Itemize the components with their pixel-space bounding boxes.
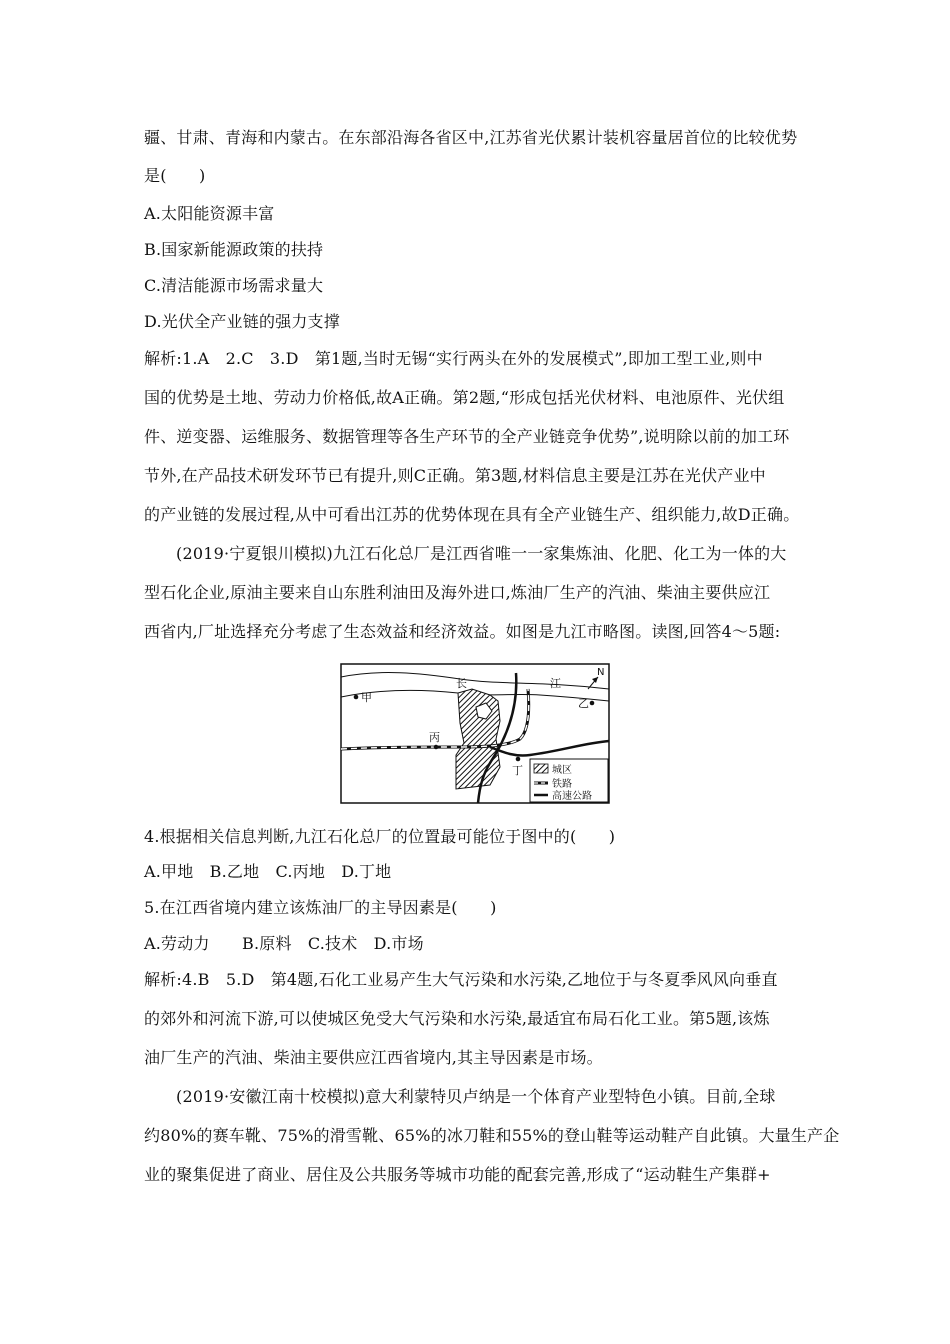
place-yi-dot [590,701,595,706]
river-label-jiang: 江 [550,677,561,690]
option-a: A.太阳能资源丰富 [144,204,275,223]
option-d: D.光伏全产业链的强力支撑 [144,312,340,331]
option-b: B.国家新能源政策的扶持 [144,240,324,259]
analysis-line: 节外,在产品技术研发环节已有提升,则C正确。第3题,材料信息主要是江苏在光伏产业中 [144,466,766,485]
analysis-line: 解析:1.A 2.C 3.D 第1题,当时无锡“实行两头在外的发展模式”,即加工型工业,则中 [144,349,763,368]
legend-city-swatch [534,764,548,773]
material-line: 西省内,厂址选择充分考虑了生态效益和经济效益。如图是九江市略图。读图,回答4～5题: [144,622,781,641]
text-line: 是( ) [144,166,206,185]
legend-city-label: 城区 [552,765,572,776]
place-ding-label: 丁 [512,764,523,777]
legend-highway-label: 高速公路 [552,791,592,802]
river-label-chang: 长 [456,677,467,690]
text-line: 疆、甘肃、青海和内蒙古。在东部沿海各省区中,江苏省光伏累计装机容量居首位的比较优势 [144,128,798,147]
analysis-line: 解析:4.B 5.D 第4题,石化工业易产生大气污染和水污染,乙地位于与冬夏季风风向垂直 [144,970,778,989]
place-bing-dot [434,745,439,750]
material-line: (2019·安徽江南十校模拟)意大利蒙特贝卢纳是一个体育产业型特色小镇。目前,全球 [176,1087,776,1106]
legend-rail-label: 铁路 [552,779,572,790]
material-line: 业的聚集促进了商业、居住及公共服务等城市功能的配套完善,形成了“运动鞋生产集群+ [144,1165,771,1184]
analysis-line: 油厂生产的汽油、柴油主要供应江西省境内,其主导因素是市场。 [144,1048,603,1067]
place-jia-label: 甲 [361,691,372,704]
place-bing-label: 丙 [429,731,440,744]
analysis-line: 的产业链的发展过程,从中可看出江苏的优势体现在具有全产业链生产、组织能力,故D正确。 [144,505,800,524]
north-label: N [597,667,605,678]
jiujiang-map [340,663,610,804]
place-jia-dot [354,695,359,700]
question-4: 4.根据相关信息判断,九江石化总厂的位置最可能位于图中的( ) [144,827,616,846]
place-yi-label: 乙 [578,697,589,710]
analysis-line: 国的优势是土地、劳动力价格低,故A正确。第2题,“形成包括光伏材料、电池原件、光伏组 [144,388,785,407]
place-ding-dot [516,757,521,762]
option-c: C.清洁能源市场需求量大 [144,276,324,295]
question-5-options: A.劳动力 B.原料 C.技术 D.市场 [144,934,424,953]
material-line: 约80%的赛车靴、75%的滑雪靴、65%的冰刀鞋和55%的登山鞋等运动鞋产自此镇。大量生产企 [144,1126,840,1145]
analysis-line: 件、逆变器、运维服务、数据管理等各生产环节的全产业链竞争优势”,说明除以前的加工环 [144,427,790,446]
material-line: (2019·宁夏银川模拟)九江石化总厂是江西省唯一一家集炼油、化肥、化工为一体的大 [176,544,787,563]
analysis-line: 的郊外和河流下游,可以使城区免受大气污染和水污染,最适宜布局石化工业。第5题,该炼 [144,1009,770,1028]
question-4-options: A.甲地 B.乙地 C.丙地 D.丁地 [144,862,392,881]
material-line: 型石化企业,原油主要来自山东胜利油田及海外进口,炼油厂生产的汽油、柴油主要供应江 [144,583,771,602]
question-5: 5.在江西省境内建立该炼油厂的主导因素是( ) [144,898,497,917]
